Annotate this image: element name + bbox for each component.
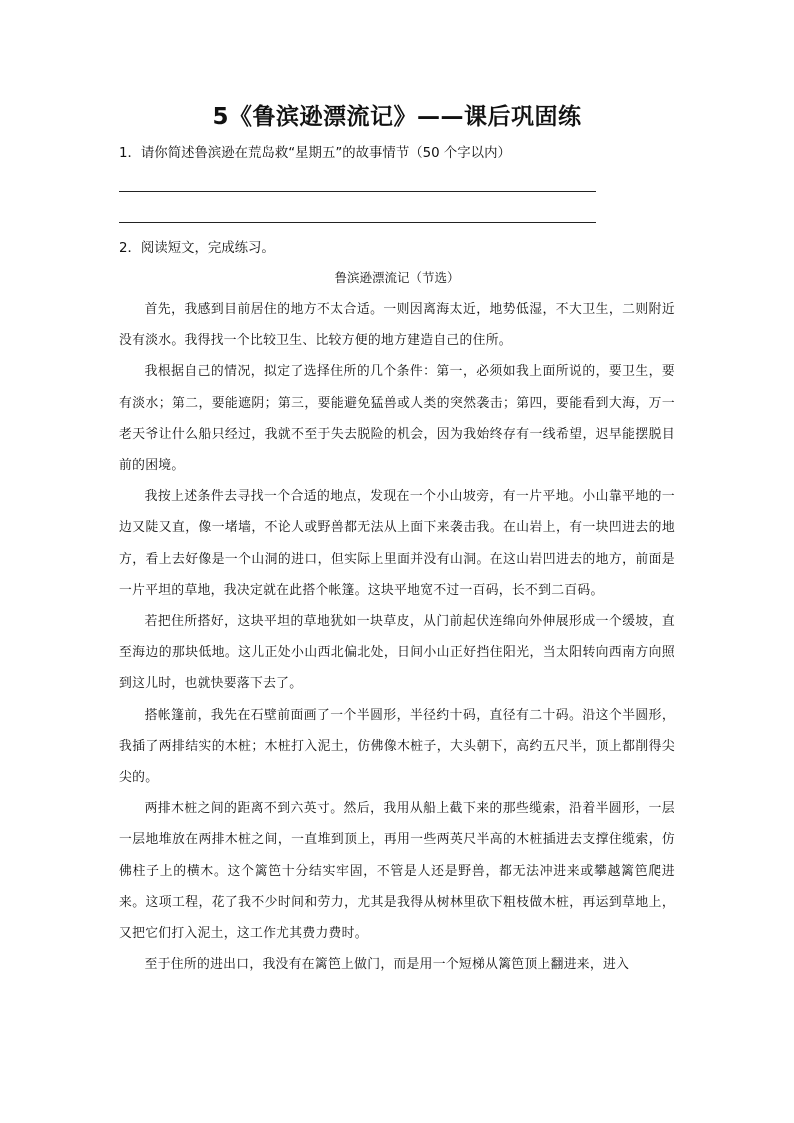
passage-paragraph: 我按上述条件去寻找一个合适的地点，发现在一个小山坡旁，有一片平地。小山靠平地的一边又陡又直，像一堵墙，不论人或野兽都无法从上面下来袭击我。在山岩上，有一块凹进去的地方，看上去好像是一个山洞的进口，但实际上里面并没有山洞。在这山岩凹进去的地方，前面是一片平坦的草地，我决定就在此搭个帐篷。这块平地宽不过一百码，长不到二百码。 [119,489,675,598]
passage-title: 鲁滨逊漂流记（节选） [334,270,460,285]
passage-body [119,294,675,980]
question-2: 2．阅读短文，完成练习。 [119,241,275,256]
question-1: 1．请你简述鲁滨逊在荒岛救“星期五”的故事情节（50 个字以内） [119,146,511,161]
passage-paragraph: 两排木桩之间的距离不到六英寸。然后，我用从船上截下来的那些缆索，沿着半圆形，一层一层地堆放在两排木桩之间，一直堆到顶上，再用一些两英尺半高的木桩插进去支撑住缆索，仿佛柱子上的横木。这个篱笆十分结实牢固，不管是人还是野兽，都无法冲进来或攀越篱笆爬进来。这项工程，花了我不少时间和劳力，尤其是我得从树林里砍下粗枝做木桩，再运到草地上，又把它们打入泥土，这工作尤其费力费时。 [119,801,675,942]
passage-paragraph: 搭帐篷前，我先在石壁前面画了一个半圆形，半径约十码，直径有二十码。沿这个半圆形，我插了两排结实的木桩；木桩打入泥土，仿佛像木桩子，大头朝下，高约五尺半，顶上都削得尖尖的。 [119,707,675,786]
answer-line-1[interactable] [119,191,596,192]
passage-paragraph: 至于住所的进出口，我没有在篱笆上做门，而是用一个短梯从篱笆顶上翻进来，进入 [144,957,630,973]
answer-line-2[interactable] [119,222,596,223]
passage-paragraph: 首先，我感到目前居住的地方不太合适。一则因离海太近，地势低湿，不大卫生，二则附近没有淡水。我得找一个比较卫生、比较方便的地方建造自己的住所。 [119,302,675,349]
passage-paragraph: 我根据自己的情况，拟定了选择住所的几个条件：第一，必须如我上面所说的，要卫生，要有淡水；第二，要能遮阴；第三，要能避免猛兽或人类的突然袭击；第四，要能看到大海，万一老天爷让什么船只经过，我就不至于失去脱险的机会，因为我始终存有一线希望，迟早能摆脱目前的困境。 [119,364,675,474]
passage-paragraph: 若把住所搭好，这块平坦的草地犹如一块草皮，从门前起伏连绵向外伸展形成一个缓坡，直至海边的那块低地。这儿正处小山西北偏北处，日间小山正好挡住阳光，当太阳转向西南方向照到这儿时，也就快要落下去了。 [119,614,675,692]
page-title: 5《鲁滨逊漂流记》——课后巩固练 [212,104,582,130]
